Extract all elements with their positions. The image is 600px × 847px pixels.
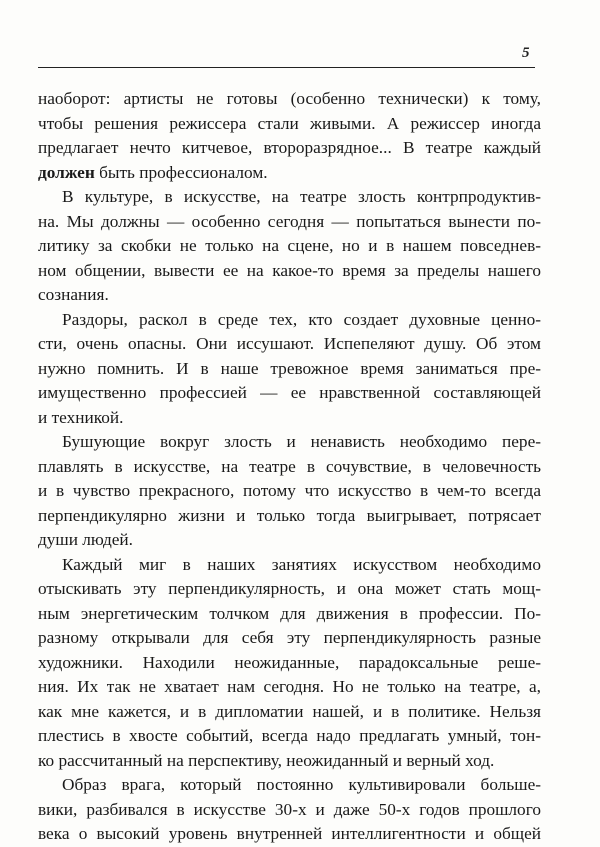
- paragraph: [38, 430, 541, 553]
- text-line: нужно помнить. И в наше тревожное время заниматься пре-: [38, 358, 541, 378]
- text-line: сти, очень опасны. Они иссушают. Испепеляют душу. Об этом: [38, 334, 541, 353]
- text-line: Каждый миг в наших занятиях искусством необходимо: [62, 554, 541, 574]
- text-line: разному открывали для себя эту перпендикулярность разные: [38, 628, 541, 647]
- text-line: и в чувство прекрасного, потому что искусство в чем-то всегда: [38, 481, 541, 500]
- text-line: имущественно профессией — ее нравственной составляющей: [38, 383, 541, 402]
- paragraph: [38, 773, 541, 847]
- text-line: перпендикулярно жизни и только тогда выигрывает, потрясает: [38, 505, 541, 525]
- text-line: художники. Находили неожиданные, парадоксальные реше-: [38, 652, 541, 672]
- text-line: Бушующие вокруг злость и ненависть необходимо пере-: [62, 432, 541, 451]
- paragraph: [38, 553, 541, 774]
- text-line: и техникой.: [38, 407, 124, 427]
- text-line: наоборот: артисты не готовы (особенно технически) к тому,: [38, 89, 541, 108]
- paragraph: [38, 87, 541, 185]
- text-body: [38, 87, 541, 847]
- text-line: предлагает нечто китчевое, второразрядное... В театре каждый: [38, 138, 541, 157]
- text-line: чтобы решения режиссера стали живыми. А режиссер иногда: [38, 113, 541, 133]
- text-line: отыскивать эту перпендикулярность, и она может стать мощ-: [38, 579, 541, 598]
- text-line: Образ врага, который постоянно культивировали больше-: [62, 775, 541, 794]
- text-line: В культуре, в искусстве, на театре злость контрпродуктив-: [62, 187, 541, 206]
- page-number: 5: [522, 45, 530, 61]
- text-line: ко рассчитанный на перспективу, неожиданный и верный ход.: [38, 750, 495, 770]
- text-line: как мне кажется, и в дипломатии нашей, и в политике. Нельзя: [38, 701, 541, 721]
- text-line: ния. Их так не хватает нам сегодня. Но не только на театре, а,: [38, 677, 541, 696]
- bold-word: должен: [38, 162, 95, 182]
- header-rule: [38, 67, 535, 68]
- text-line: вики, разбивался в искусстве 30-х и даже 50-х годов прошлого: [38, 799, 541, 819]
- text-line: Раздоры, раскол в среде тех, кто создает духовные ценно-: [62, 309, 541, 329]
- text-line: на. Мы должны — особенно сегодня — попытаться вынести по-: [38, 211, 541, 231]
- text-line: века о высокий уровень внутренней интеллигентности и общей: [38, 824, 541, 843]
- text-line: [38, 161, 541, 186]
- text-line: души людей.: [38, 530, 133, 549]
- paragraph: [38, 185, 541, 308]
- line-rest: быть профессионалом.: [94, 162, 268, 182]
- text-line: литику за скобки не только на сцене, но и в нашем повседнев-: [38, 236, 541, 255]
- text-line: плестись в хвосте событий, всегда надо предлагать умный, тон-: [38, 726, 541, 745]
- text-line: сознания.: [38, 285, 109, 304]
- paragraph: [38, 308, 541, 431]
- text-line: ным энергетическим толчком для движения в профессии. По-: [38, 603, 541, 623]
- text-line: ном общении, вывести ее на какое-то время за пределы нашего: [38, 260, 541, 280]
- text-line: плавлять в искусстве, на театре в сочувствие, в человечность: [38, 456, 541, 476]
